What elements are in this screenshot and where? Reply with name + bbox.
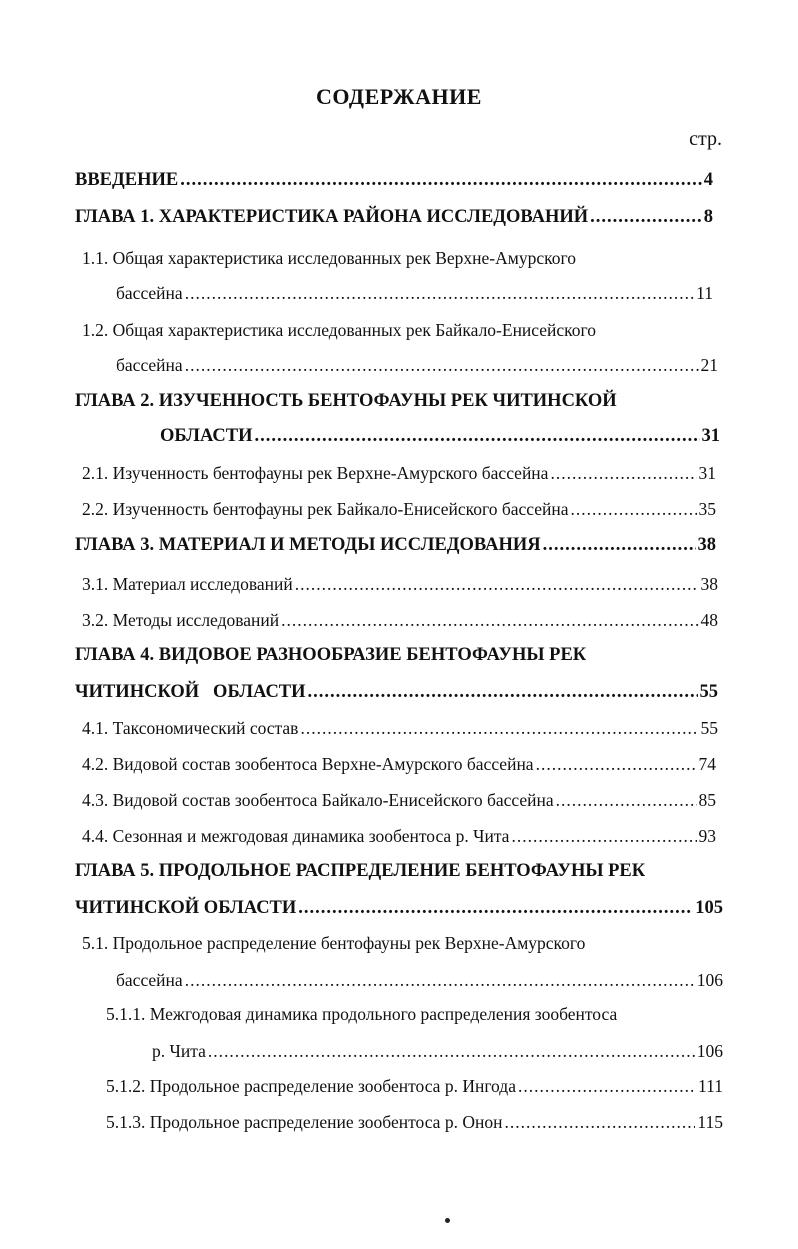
toc-entry-chapter-2[interactable] — [160, 426, 720, 450]
toc-entry-label: ЧИТИНСКОЙ ОБЛАСТИ — [75, 898, 297, 918]
dot-leader — [536, 754, 697, 775]
toc-entry-1-1[interactable] — [116, 283, 713, 307]
toc-entry-page: 105 — [695, 898, 723, 918]
toc-entry-intro[interactable] — [75, 170, 713, 194]
toc-entry-page: 106 — [696, 1041, 723, 1061]
toc-entry-label: 3.2. Методы исследований — [82, 610, 280, 630]
toc-entry-chapter-5-line1: ГЛАВА 5. ПРОДОЛЬНОЕ РАСПРЕДЕЛЕНИЕ БЕНТОФАУНЫ РЕК — [75, 861, 646, 881]
dot-leader — [298, 898, 693, 919]
toc-entry-label: 3.1. Материал исследований — [82, 574, 293, 594]
toc-entry-5-1-line1: 5.1. Продольное распределение бентофауны рек Верхне-Амурского — [82, 933, 586, 953]
toc-entry-label: р. Чита — [152, 1041, 206, 1061]
toc-entry-page: 74 — [698, 754, 716, 774]
dot-leader — [185, 970, 695, 991]
dot-leader — [300, 718, 698, 739]
toc-entry-page: 38 — [700, 574, 718, 594]
dot-leader — [511, 826, 696, 847]
toc-entry-label: ЧИТИНСКОЙ ОБЛАСТИ — [75, 682, 306, 702]
toc-entry-page: 31 — [701, 426, 720, 446]
dot-leader — [254, 426, 699, 447]
toc-entry-chapter-4[interactable] — [75, 682, 718, 706]
toc-entry-1-1-line1: 1.1. Общая характеристика исследованных рек Верхне-Амурского — [82, 248, 576, 268]
toc-entry-label: 4.1. Таксономический состав — [82, 718, 299, 738]
toc-entry-chapter-1[interactable] — [75, 207, 713, 231]
dot-leader — [556, 790, 697, 811]
toc-entry-3-2[interactable] — [82, 610, 718, 634]
dot-leader — [571, 499, 697, 520]
toc-entry-chapter-5[interactable] — [75, 898, 723, 922]
toc-entry-5-1-1[interactable] — [152, 1041, 723, 1065]
toc-entry-label: 4.4. Сезонная и межгодовая динамика зообентоса р. Чита — [82, 826, 510, 846]
toc-entry-page: 4 — [703, 170, 713, 190]
toc-entry-label: 2.2. Изученность бентофауны рек Байкало-Енисейского бассейна — [82, 499, 569, 519]
toc-entry-page: 55 — [699, 682, 718, 702]
toc-entry-3-1[interactable] — [82, 574, 718, 598]
toc-entry-label: ВВЕДЕНИЕ — [75, 170, 179, 190]
toc-entry-page: 93 — [698, 826, 716, 846]
toc-entry-label: бассейна — [116, 355, 183, 375]
toc-entry-label: 5.1.2. Продольное распределение зообентоса р. Ингода — [106, 1076, 516, 1096]
page-dot-mark — [445, 1218, 450, 1223]
toc-entry-label: бассейна — [116, 970, 183, 990]
toc-entry-page: 8 — [703, 207, 713, 227]
toc-entry-4-3[interactable] — [82, 790, 716, 814]
toc-entry-page: 38 — [697, 535, 716, 555]
toc-entry-page: 85 — [698, 790, 716, 810]
toc-entry-page: 35 — [698, 499, 716, 519]
toc-entry-label: ГЛАВА 1. ХАРАКТЕРИСТИКА РАЙОНА ИССЛЕДОВАНИЙ — [75, 207, 589, 227]
dot-leader — [308, 682, 698, 703]
toc-entry-2-2[interactable] — [82, 499, 716, 523]
dot-leader — [518, 1076, 696, 1097]
toc-entry-page: 106 — [696, 970, 723, 990]
toc-entry-page: 111 — [698, 1076, 723, 1096]
toc-entry-page: 55 — [700, 718, 718, 738]
toc-entry-chapter-3[interactable] — [75, 535, 716, 559]
dot-leader — [550, 463, 696, 484]
toc-entry-5-1-2[interactable] — [106, 1076, 723, 1100]
toc-entry-chapter-4-line1: ГЛАВА 4. ВИДОВОЕ РАЗНООБРАЗИЕ БЕНТОФАУНЫ РЕК — [75, 645, 587, 665]
toc-entry-page: 21 — [700, 355, 718, 375]
toc-entry-5-1-1-line1: 5.1.1. Межгодовая динамика продольного распределения зообентоса — [106, 1004, 618, 1024]
dot-leader — [295, 574, 699, 595]
dot-leader — [185, 283, 694, 304]
toc-entry-1-2-line1: 1.2. Общая характеристика исследованных рек Байкало-Енисейского — [82, 320, 597, 340]
dot-leader — [504, 1112, 695, 1133]
toc-entry-2-1[interactable] — [82, 463, 716, 487]
toc-entry-chapter-2-line1: ГЛАВА 2. ИЗУЧЕННОСТЬ БЕНТОФАУНЫ РЕК ЧИТИНСКОЙ — [75, 391, 617, 411]
dot-leader — [281, 610, 698, 631]
toc-entry-label: 2.1. Изученность бентофауны рек Верхне-Амурского бассейна — [82, 463, 549, 483]
dot-leader — [590, 207, 702, 228]
toc-entry-1-2[interactable] — [116, 355, 718, 379]
toc-entry-label: 4.2. Видовой состав зообентоса Верхне-Амурского бассейна — [82, 754, 534, 774]
toc-entry-label: 5.1.3. Продольное распределение зообентоса р. Онон — [106, 1112, 503, 1132]
toc-entry-4-1[interactable] — [82, 718, 718, 742]
dot-leader — [185, 355, 699, 376]
toc-entry-5-1-3[interactable] — [106, 1112, 723, 1136]
toc-entry-4-4[interactable] — [82, 826, 716, 850]
toc-entry-page: 48 — [700, 610, 718, 630]
page-column-label: стр. — [689, 128, 722, 150]
toc-entry-5-1[interactable] — [116, 970, 723, 994]
toc-entry-label: ГЛАВА 3. МАТЕРИАЛ И МЕТОДЫ ИССЛЕДОВАНИЯ — [75, 535, 541, 555]
toc-entry-page: 31 — [698, 463, 716, 483]
toc-entry-label: ОБЛАСТИ — [160, 426, 253, 446]
toc-entry-label: 4.3. Видовой состав зообентоса Байкало-Енисейского бассейна — [82, 790, 554, 810]
toc-entry-page: 115 — [697, 1112, 723, 1132]
dot-leader — [208, 1041, 695, 1062]
toc-entry-4-2[interactable] — [82, 754, 716, 778]
page-title: СОДЕРЖАНИЕ — [316, 84, 482, 109]
toc-entry-page: 11 — [696, 283, 713, 303]
toc-entry-label: бассейна — [116, 283, 183, 303]
dot-leader — [543, 535, 696, 556]
dot-leader — [180, 170, 702, 191]
